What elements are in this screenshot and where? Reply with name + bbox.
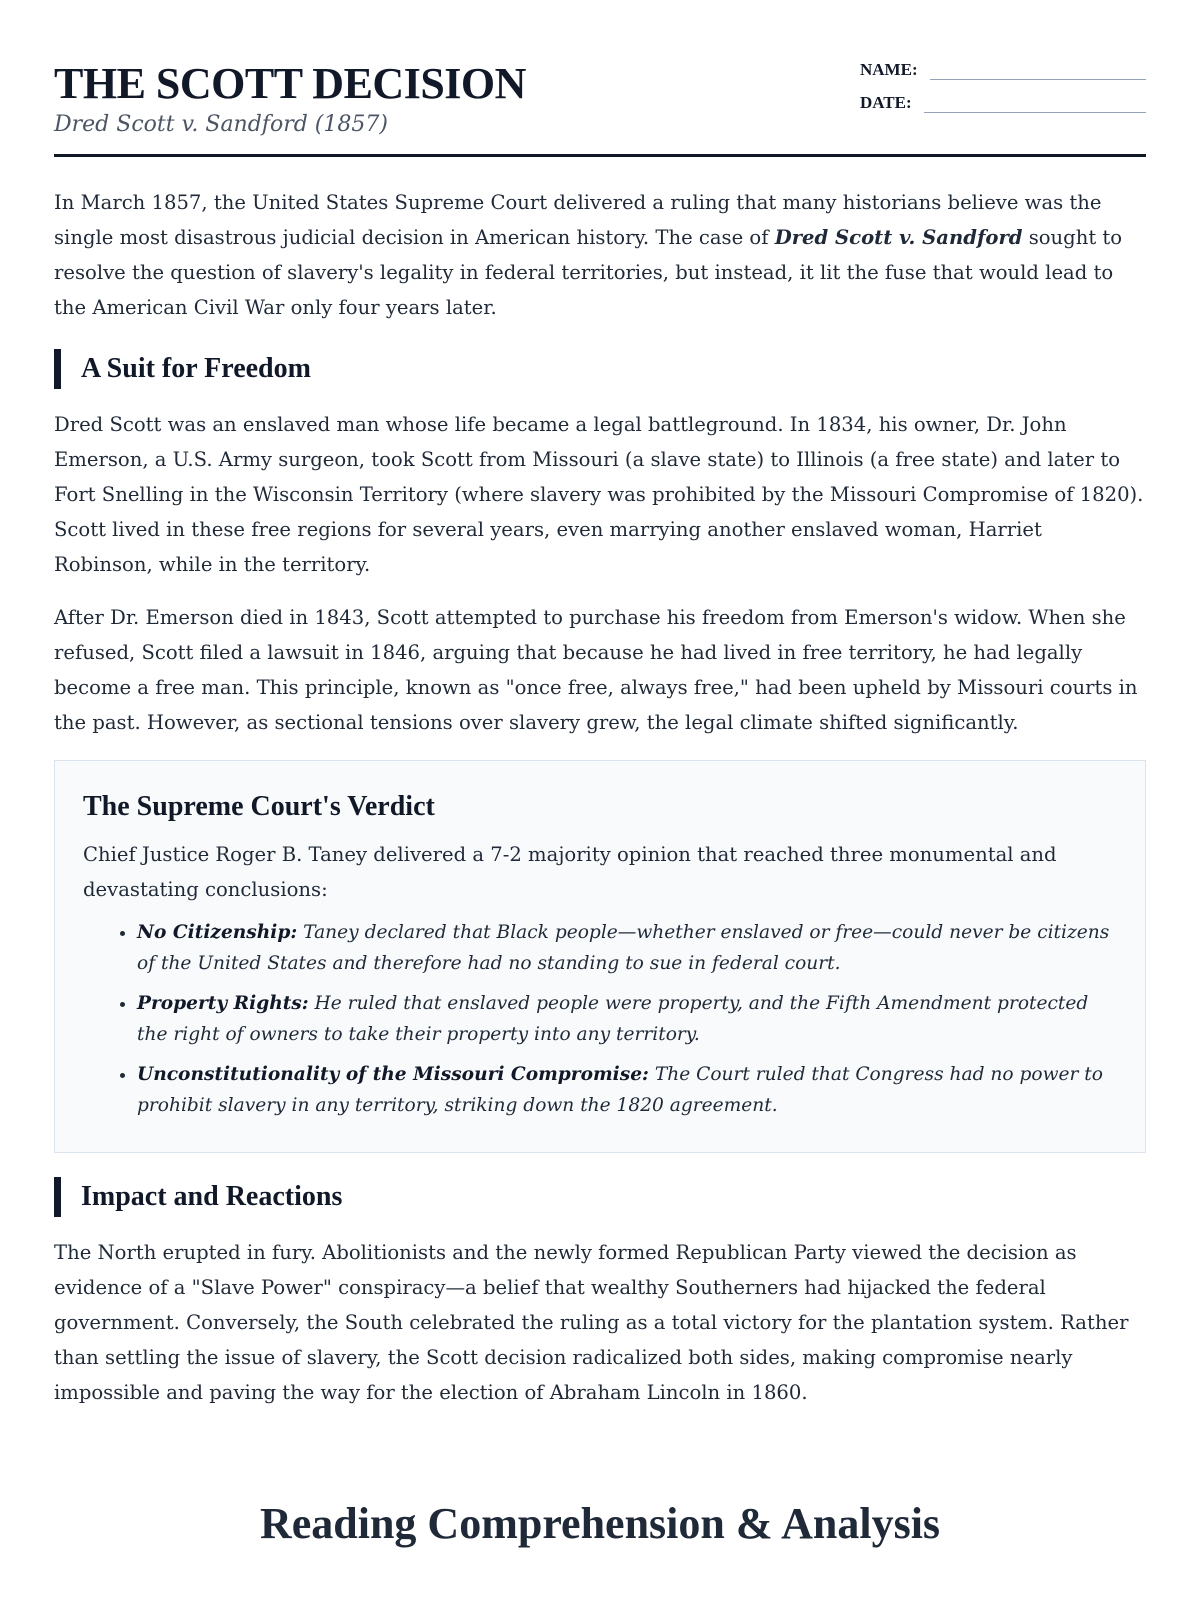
impact-paragraph: The North erupted in fury. Abolitionists and the newly formed Republican Party viewed the decision as evidence of a "Slave Power" conspiracy—a belief that wealthy Southerners had hijacked the federal government. Conversely, the South celebrated the ruling as a total victory for the plantation system. Rather than settling the issue of slavery, the Scott decision radicalized both sides, making compromise nearly impossible and paving the way for the election of Abraham Lincoln in 1860. — [54, 1241, 1129, 1404]
date-field-row — [860, 89, 1146, 113]
date-line[interactable] — [924, 94, 1146, 113]
conclusion-label: Unconstitutionality of the Missouri Compromise: — [137, 1064, 649, 1085]
conclusion-text: Taney declared that Black people—whether enslaved or free—could never be citizens of the United States and therefore had no standing to sue in federal court. — [137, 922, 1110, 974]
conclusion-text: The Court ruled that Congress had no power to prohibit slavery in any territory, striking down the 1820 agreement. — [137, 1064, 1103, 1116]
intro-text-after: sought to resolve the question of slavery's legality in federal territories, but instead, it lit the fuse that would lead to the American Civil War only four years later. — [54, 226, 1123, 319]
section-heading-suit: A Suit for Freedom — [54, 349, 1146, 389]
suit-paragraph-2: After Dr. Emerson died in 1843, Scott attempted to purchase his freedom from Emerson's widow. When she refused, Scott filed a lawsuit in 1846, arguing that because he had lived in free territory, he had legally become a free man. This principle, known as "once free, always free," had been upheld by Missouri courts in the past. However, as sectional tensions over slavery grew, the legal climate shifted significantly. — [54, 606, 1138, 734]
intro-text-before: In March 1857, the United States Supreme Court delivered a ruling that many historians believe was the single most disastrous judicial decision in American history. The case of — [54, 191, 1102, 249]
list-item — [137, 988, 1117, 1050]
student-fields — [860, 56, 1146, 122]
conclusion-text: He ruled that enslaved people were property, and the Fifth Amendment protected the right of owners to take their property into any territory. — [137, 993, 1089, 1045]
verdict-intro: Chief Justice Roger B. Taney delivered a 7-2 majority opinion that reached three monumental and devastating conclusions: — [83, 843, 1057, 901]
name-line[interactable] — [930, 61, 1146, 80]
verdict-box — [54, 760, 1146, 1153]
page-subtitle: Dred Scott v. Sandford (1857) — [54, 112, 388, 137]
list-item — [137, 1059, 1117, 1121]
page-title: THE SCOTT DECISION — [54, 59, 526, 108]
suit-paragraph-1: Dred Scott was an enslaved man whose life became a legal battleground. In 1834, his owner, Dr. John Emerson, a U.S. Army surgeon, took Scott from Missouri (a slave state) to Illinois (a free state) and later to Fort Snelling in the Wisconsin Territory (where slavery was prohibited by the Missouri Compromise of 1820). Scott lived in these free regions for several years, even marrying another enslaved woman, Harriet Robinson, while in the territory. — [54, 413, 1144, 576]
section-heading-impact: Impact and Reactions — [54, 1177, 1146, 1217]
conclusions-list — [83, 917, 1117, 1121]
verdict-heading: The Supreme Court's Verdict — [83, 791, 435, 822]
comprehension-heading: Reading Comprehension & Analysis — [259, 1499, 941, 1548]
worksheet-header — [54, 56, 1146, 157]
list-item — [137, 917, 1117, 979]
conclusion-label: Property Rights: — [137, 993, 309, 1014]
intro-paragraph — [54, 185, 1146, 325]
name-label: NAME: — [860, 60, 918, 79]
case-name: Dred Scott v. Sandford — [774, 226, 1023, 249]
conclusion-label: No Citizenship: — [137, 922, 298, 943]
name-field-row — [860, 56, 1146, 80]
date-label: DATE: — [860, 93, 912, 112]
